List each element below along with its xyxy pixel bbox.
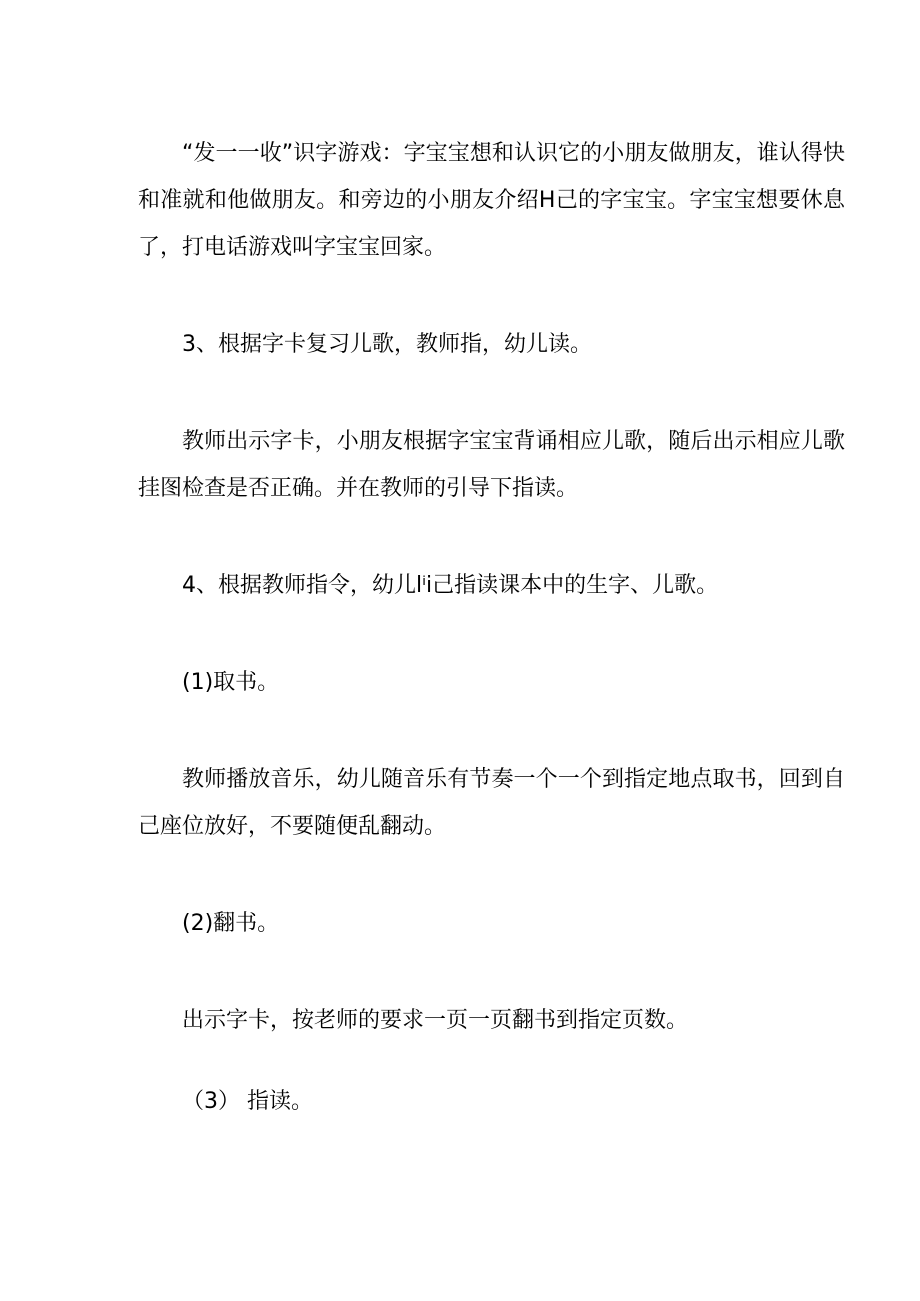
paragraph-item-4: 4、根据教师指令，幼儿lⁱi己指读课本中的生字、儿歌。 <box>182 573 719 598</box>
paragraph-step-2-detail: 出示字卡，按老师的要求一页一页翻书到指定页数。 <box>182 1008 689 1033</box>
paragraph-step-1-detail: 教师播放音乐，幼儿随音乐有节奏一个一个到指定地点取书，回到自己座位放好，不要随便乱翻动。 <box>138 767 845 839</box>
paragraph-step-3-title: （3） 指读。 <box>182 1089 313 1114</box>
paragraph-item-3: 3、根据字卡复习儿歌，教师指，幼儿读。 <box>182 332 592 357</box>
document-body <box>138 130 845 1125</box>
paragraph-game-intro: “发一一收”识字游戏：字宝宝想和认识它的小朋友做朋友，谁认得快和准就和他做朋友。和旁边的小朋友介绍H己的字宝宝。字宝宝想要休息了，打电话游戏叫字宝宝回家。 <box>138 141 845 260</box>
paragraph-step-2-title: (2)翻书。 <box>182 911 280 936</box>
paragraph-item-3-detail: 教师出示字卡，小朋友根据字宝宝背诵相应儿歌，随后出示相应儿歌挂图检查是否正确。并在教师的引导下指读。 <box>138 429 845 501</box>
paragraph-step-1-title: (1)取书。 <box>182 670 280 695</box>
